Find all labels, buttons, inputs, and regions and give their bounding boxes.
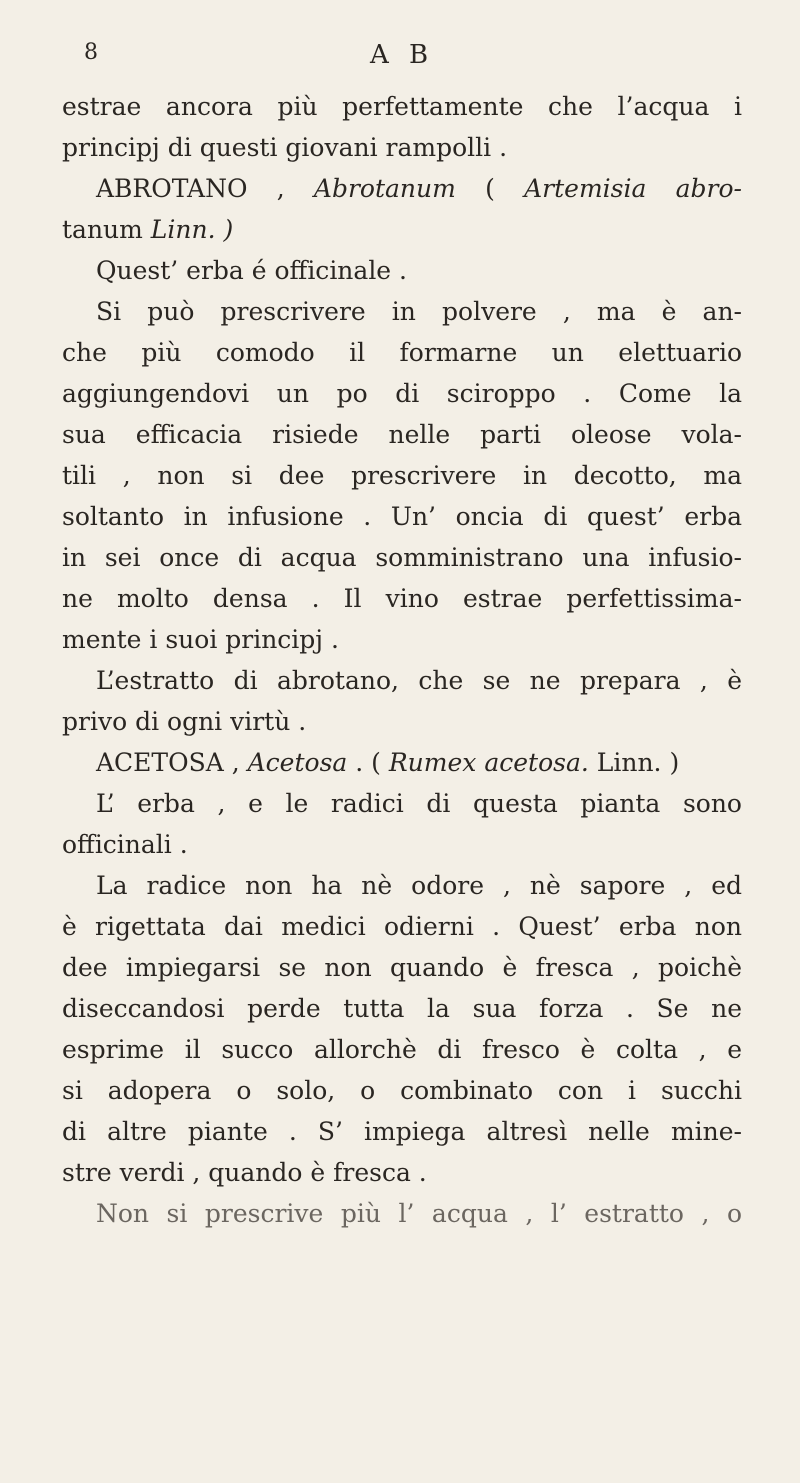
text-line	[62, 209, 742, 250]
italic-term: Linn. )	[142, 215, 234, 244]
text-line: di altre piante . S’ impiega altresì nelle mine-	[62, 1117, 742, 1146]
text-fragment: ACETOSA ,	[96, 748, 248, 777]
text-line: sua efficacia risiede nelle parti oleose vola-	[62, 420, 742, 449]
text-line: L’estratto di abrotano, che se ne prepara , è	[96, 666, 742, 695]
text-line: si adopera o solo, o combinato con i succhi	[62, 1076, 742, 1105]
text-line: aggiungendovi un po di sciroppo . Come la	[62, 379, 742, 408]
text-line: stre verdi , quando è fresca .	[62, 1158, 427, 1187]
page-number: 8	[84, 40, 98, 65]
text-line: esprime il succo allorchè di fresco è colta , e	[62, 1035, 742, 1064]
page-header	[0, 40, 800, 80]
text-line: Non si prescrive più l’ acqua , l’ estratto , o	[96, 1199, 742, 1228]
text-line	[62, 742, 742, 783]
italic-term: Abrotanum	[313, 174, 456, 203]
italic-term: Acetosa	[247, 748, 348, 777]
text-line: in sei once di acqua somministrano una infusio-	[62, 543, 742, 572]
body-text	[62, 86, 742, 1234]
italic-term: Rumex acetosa.	[388, 748, 589, 777]
italic-term: Artemisia abro-	[524, 174, 742, 203]
text-line: L’ erba , e le radici di questa pianta sono	[96, 789, 742, 818]
text-fragment: (	[455, 174, 525, 203]
text-line: officinali .	[62, 830, 188, 859]
text-line: tili , non si dee prescrivere in decotto, ma	[62, 461, 742, 490]
text-fragment: tanum	[62, 215, 143, 244]
text-fragment: . (	[347, 748, 389, 777]
text-line: è rigettata dai medici odierni . Quest’ erba non	[62, 912, 742, 941]
text-fragment: Linn. )	[588, 748, 680, 777]
text-line: dee impiegarsi se non quando è fresca , poichè	[62, 953, 742, 982]
text-line: diseccandosi perde tutta la sua forza . Se ne	[62, 994, 742, 1023]
text-line: soltanto in infusione . Un’ oncia di quest’ erba	[62, 502, 742, 531]
text-line: Si può prescrivere in polvere , ma è an-	[96, 297, 742, 326]
text-line: Quest’ erba é officinale .	[96, 256, 407, 285]
text-fragment: ABROTANO ,	[96, 174, 314, 203]
text-line	[62, 168, 742, 209]
text-line: ne molto densa . Il vino estrae perfettissima-	[62, 584, 742, 613]
text-line: privo di ogni virtù .	[62, 707, 307, 736]
text-line: che più comodo il formarne un elettuario	[62, 338, 742, 367]
text-line: principj di questi giovani rampolli .	[62, 133, 508, 162]
text-line: estrae ancora più perfettamente che l’acqua i	[62, 92, 742, 121]
text-line: La radice non ha nè odore , nè sapore , ed	[96, 871, 742, 900]
running-head: A B	[370, 40, 435, 70]
text-line: mente i suoi principj .	[62, 625, 339, 654]
